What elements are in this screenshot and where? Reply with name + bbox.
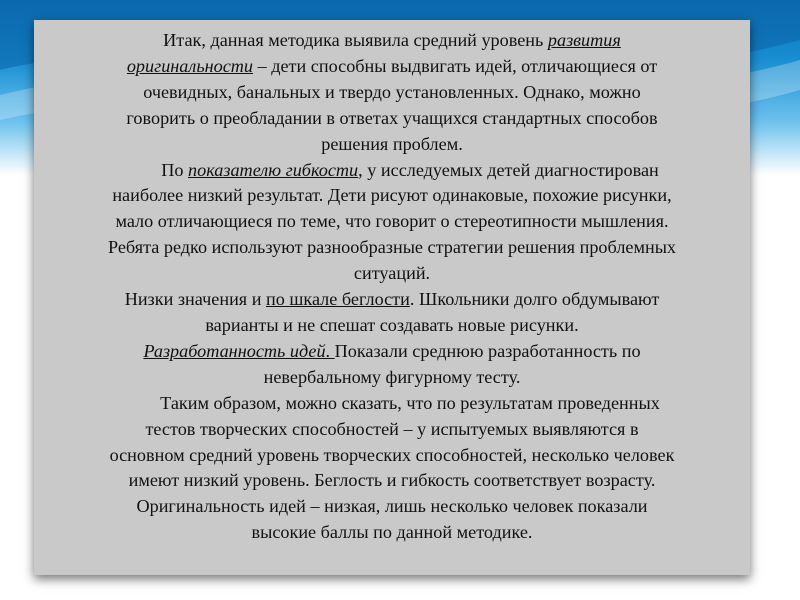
text-run: , у исследуемых детей диагностирован xyxy=(358,159,659,180)
text-run: наиболее низкий результат. Дети рисуют одинаковые, похожие рисунки, xyxy=(112,185,672,206)
text-run: Низки значения и xyxy=(124,289,266,310)
text-run: По xyxy=(161,159,189,180)
text-line xyxy=(34,261,750,287)
text-run: невербальному фигурному тесту. xyxy=(263,366,521,387)
text-run: решения проблем. xyxy=(321,133,463,154)
text-run: – дети способны выдвигать идей, отличающиеся от xyxy=(253,55,658,76)
text-line xyxy=(34,158,750,184)
paragraph xyxy=(34,391,750,546)
text-run: Оригинальность идей – низкая, лишь несколько человек показали xyxy=(136,496,648,517)
text-run: варианты и не спешат создавать новые рисунки. xyxy=(205,314,579,335)
text-run: имеют низкий уровень. Беглость и гибкость соответствует возрасту. xyxy=(128,470,656,491)
text-line xyxy=(34,183,750,209)
emphasized-text: по шкале беглости xyxy=(266,289,410,310)
text-run: Итак, данная методика выявила средний уровень xyxy=(163,30,548,50)
text-line xyxy=(34,132,750,158)
emphasized-text: оригинальности xyxy=(126,55,254,76)
text-line xyxy=(34,494,750,520)
text-line xyxy=(34,365,750,391)
text-line xyxy=(34,28,750,54)
text-line xyxy=(34,209,750,235)
text-run: очевидных, банальных и твердо установленных. Однако, можно xyxy=(143,81,641,102)
text-line xyxy=(34,417,750,443)
text-line xyxy=(34,443,750,469)
text-run: высокие баллы по данной методике. xyxy=(251,522,533,543)
text-run: Таким образом, можно сказать, что по результатам проведенных xyxy=(160,392,660,413)
text-run: основном средний уровень творческих способностей, несколько человек xyxy=(109,444,675,465)
text-line xyxy=(34,235,750,261)
text-line xyxy=(34,80,750,106)
emphasized-text: показателю гибкости xyxy=(188,159,359,180)
emphasized-text: . xyxy=(325,340,335,361)
slide-text xyxy=(34,28,750,546)
paragraph xyxy=(34,287,750,339)
emphasized-text: развития xyxy=(547,30,621,50)
text-run: Ребята редко используют разнообразные стратегии решения проблемных xyxy=(107,237,677,258)
text-line xyxy=(34,287,750,313)
text-run: мало отличающиеся по теме, что говорит о стереотипности мышления. xyxy=(115,211,669,232)
text-line xyxy=(34,391,750,417)
paragraph xyxy=(34,28,750,158)
text-run: Показали среднюю разработанность по xyxy=(334,340,641,361)
paragraph xyxy=(34,339,750,391)
text-line xyxy=(34,106,750,132)
text-slide xyxy=(34,20,750,575)
text-run: ситуаций. xyxy=(353,263,431,284)
paragraph xyxy=(34,158,750,288)
text-line xyxy=(34,339,750,365)
emphasized-text: Разработанность идей xyxy=(143,340,326,361)
text-line xyxy=(34,313,750,339)
text-line xyxy=(34,520,750,546)
text-run: . Школьники долго обдумывают xyxy=(409,289,660,310)
text-line xyxy=(34,54,750,80)
text-run: тестов творческих способностей – у испытуемых выявляются в xyxy=(145,418,639,439)
text-line xyxy=(34,468,750,494)
text-run: говорить о преобладании в ответах учащихся стандартных способов xyxy=(126,107,658,128)
